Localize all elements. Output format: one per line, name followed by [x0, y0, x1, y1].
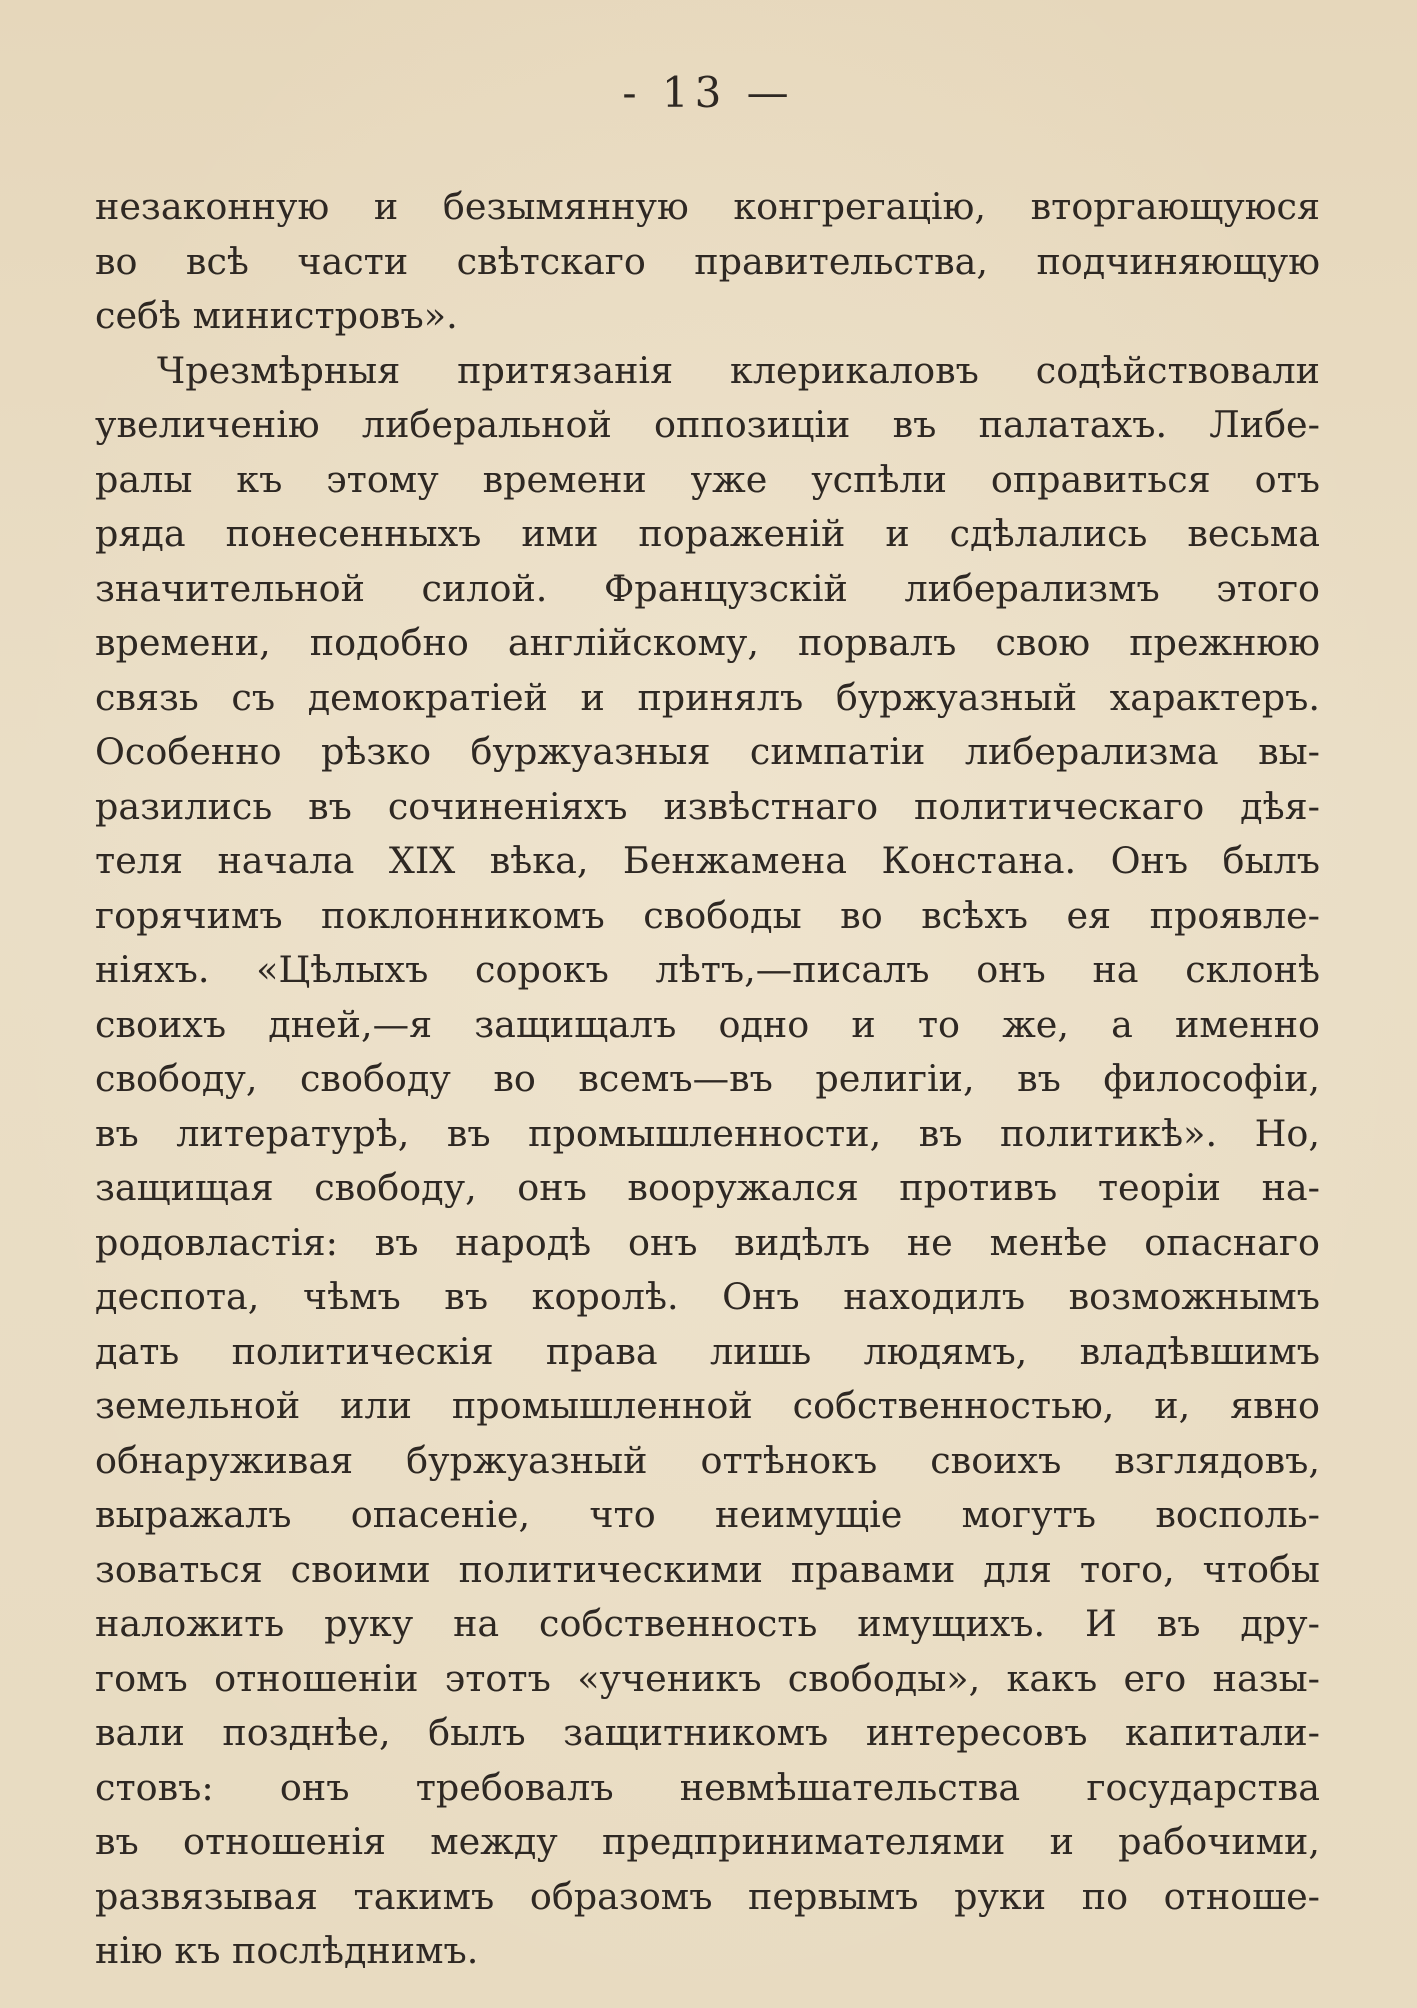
- text-line: разились въ сочиненіяхъ извѣстнаго политическаго дѣя-: [95, 784, 1320, 828]
- text-line: стовъ: онъ требовалъ невмѣшательства государства: [95, 1765, 1320, 1809]
- text-line: ралы къ этому времени уже успѣли оправиться отъ: [95, 457, 1320, 501]
- text-line: земельной или промышленной собственностью, и, явно: [95, 1384, 1320, 1427]
- text-line: ряда понесенныхъ ими пораженій и сдѣлались весьма: [95, 512, 1320, 555]
- text-line: деспота, чѣмъ въ королѣ. Онъ находилъ возможнымъ: [95, 1275, 1320, 1318]
- text-line: незаконную и безымянную конгрегацію, вторгающуюся: [95, 185, 1320, 228]
- text-line: теля начала XIX вѣка, Бенжамена Констана. Онъ былъ: [95, 839, 1320, 882]
- text-line: обнаруживая буржуазный оттѣнокъ своихъ взглядовъ,: [95, 1438, 1320, 1482]
- text-line: дать политическія права лишь людямъ, владѣвшимъ: [95, 1329, 1320, 1373]
- paragraph-first-line: Чрезмѣрныя притязанія клерикаловъ содѣйствовали: [157, 348, 1320, 392]
- text-line: защищая свободу, онъ вооружался противъ теоріи на-: [95, 1166, 1320, 1209]
- text-line: нію къ послѣднимъ.: [95, 1929, 479, 1972]
- body-text: [95, 180, 1320, 1979]
- text-line: связь съ демократіей и принялъ буржуазный характеръ.: [95, 675, 1320, 719]
- text-line: своихъ дней,—я защищалъ одно и то же, а именно: [95, 1002, 1320, 1046]
- text-line: во всѣ части свѣтскаго правительства, подчиняющую: [95, 239, 1320, 283]
- text-line: развязывая такимъ образомъ первымъ руки по отноше-: [95, 1874, 1320, 1918]
- text-line: значительной силой. Французскій либерализмъ этого: [95, 566, 1320, 610]
- text-line: свободу, свободу во всемъ—въ религіи, въ философіи,: [95, 1057, 1320, 1100]
- text-line: увеличенію либеральной оппозиціи въ палатахъ. Либе-: [95, 403, 1320, 446]
- text-line: гомъ отношеніи этотъ «ученикъ свободы», какъ его назы-: [95, 1656, 1320, 1700]
- text-line: времени, подобно англійскому, порвалъ свою прежнюю: [95, 621, 1320, 664]
- text-line: выражалъ опасеніе, что неимущіе могутъ восполь-: [95, 1493, 1320, 1536]
- text-line: горячимъ поклонникомъ свободы во всѣхъ ея проявле-: [95, 893, 1320, 937]
- text-line: ніяхъ. «Цѣлыхъ сорокъ лѣтъ,—писалъ онъ на склонѣ: [95, 948, 1320, 991]
- text-line: наложить руку на собственность имущихъ. И въ дру-: [95, 1602, 1320, 1645]
- text-line: въ отношенія между предпринимателями и рабочими,: [95, 1820, 1320, 1863]
- page-number: - 13 —: [622, 68, 795, 117]
- text-line: вали позднѣе, былъ защитникомъ интересовъ капитали-: [95, 1711, 1320, 1754]
- text-line: родовластія: въ народѣ онъ видѣлъ не менѣе опаснаго: [95, 1220, 1320, 1264]
- text-line: себѣ министровъ».: [95, 294, 458, 337]
- text-line: въ литературѣ, въ промышленности, въ политикѣ». Но,: [95, 1111, 1320, 1155]
- text-line: Особенно рѣзко буржуазныя симпатіи либерализма вы-: [95, 730, 1320, 773]
- text-line: зоваться своими политическими правами для того, чтобы: [95, 1547, 1320, 1591]
